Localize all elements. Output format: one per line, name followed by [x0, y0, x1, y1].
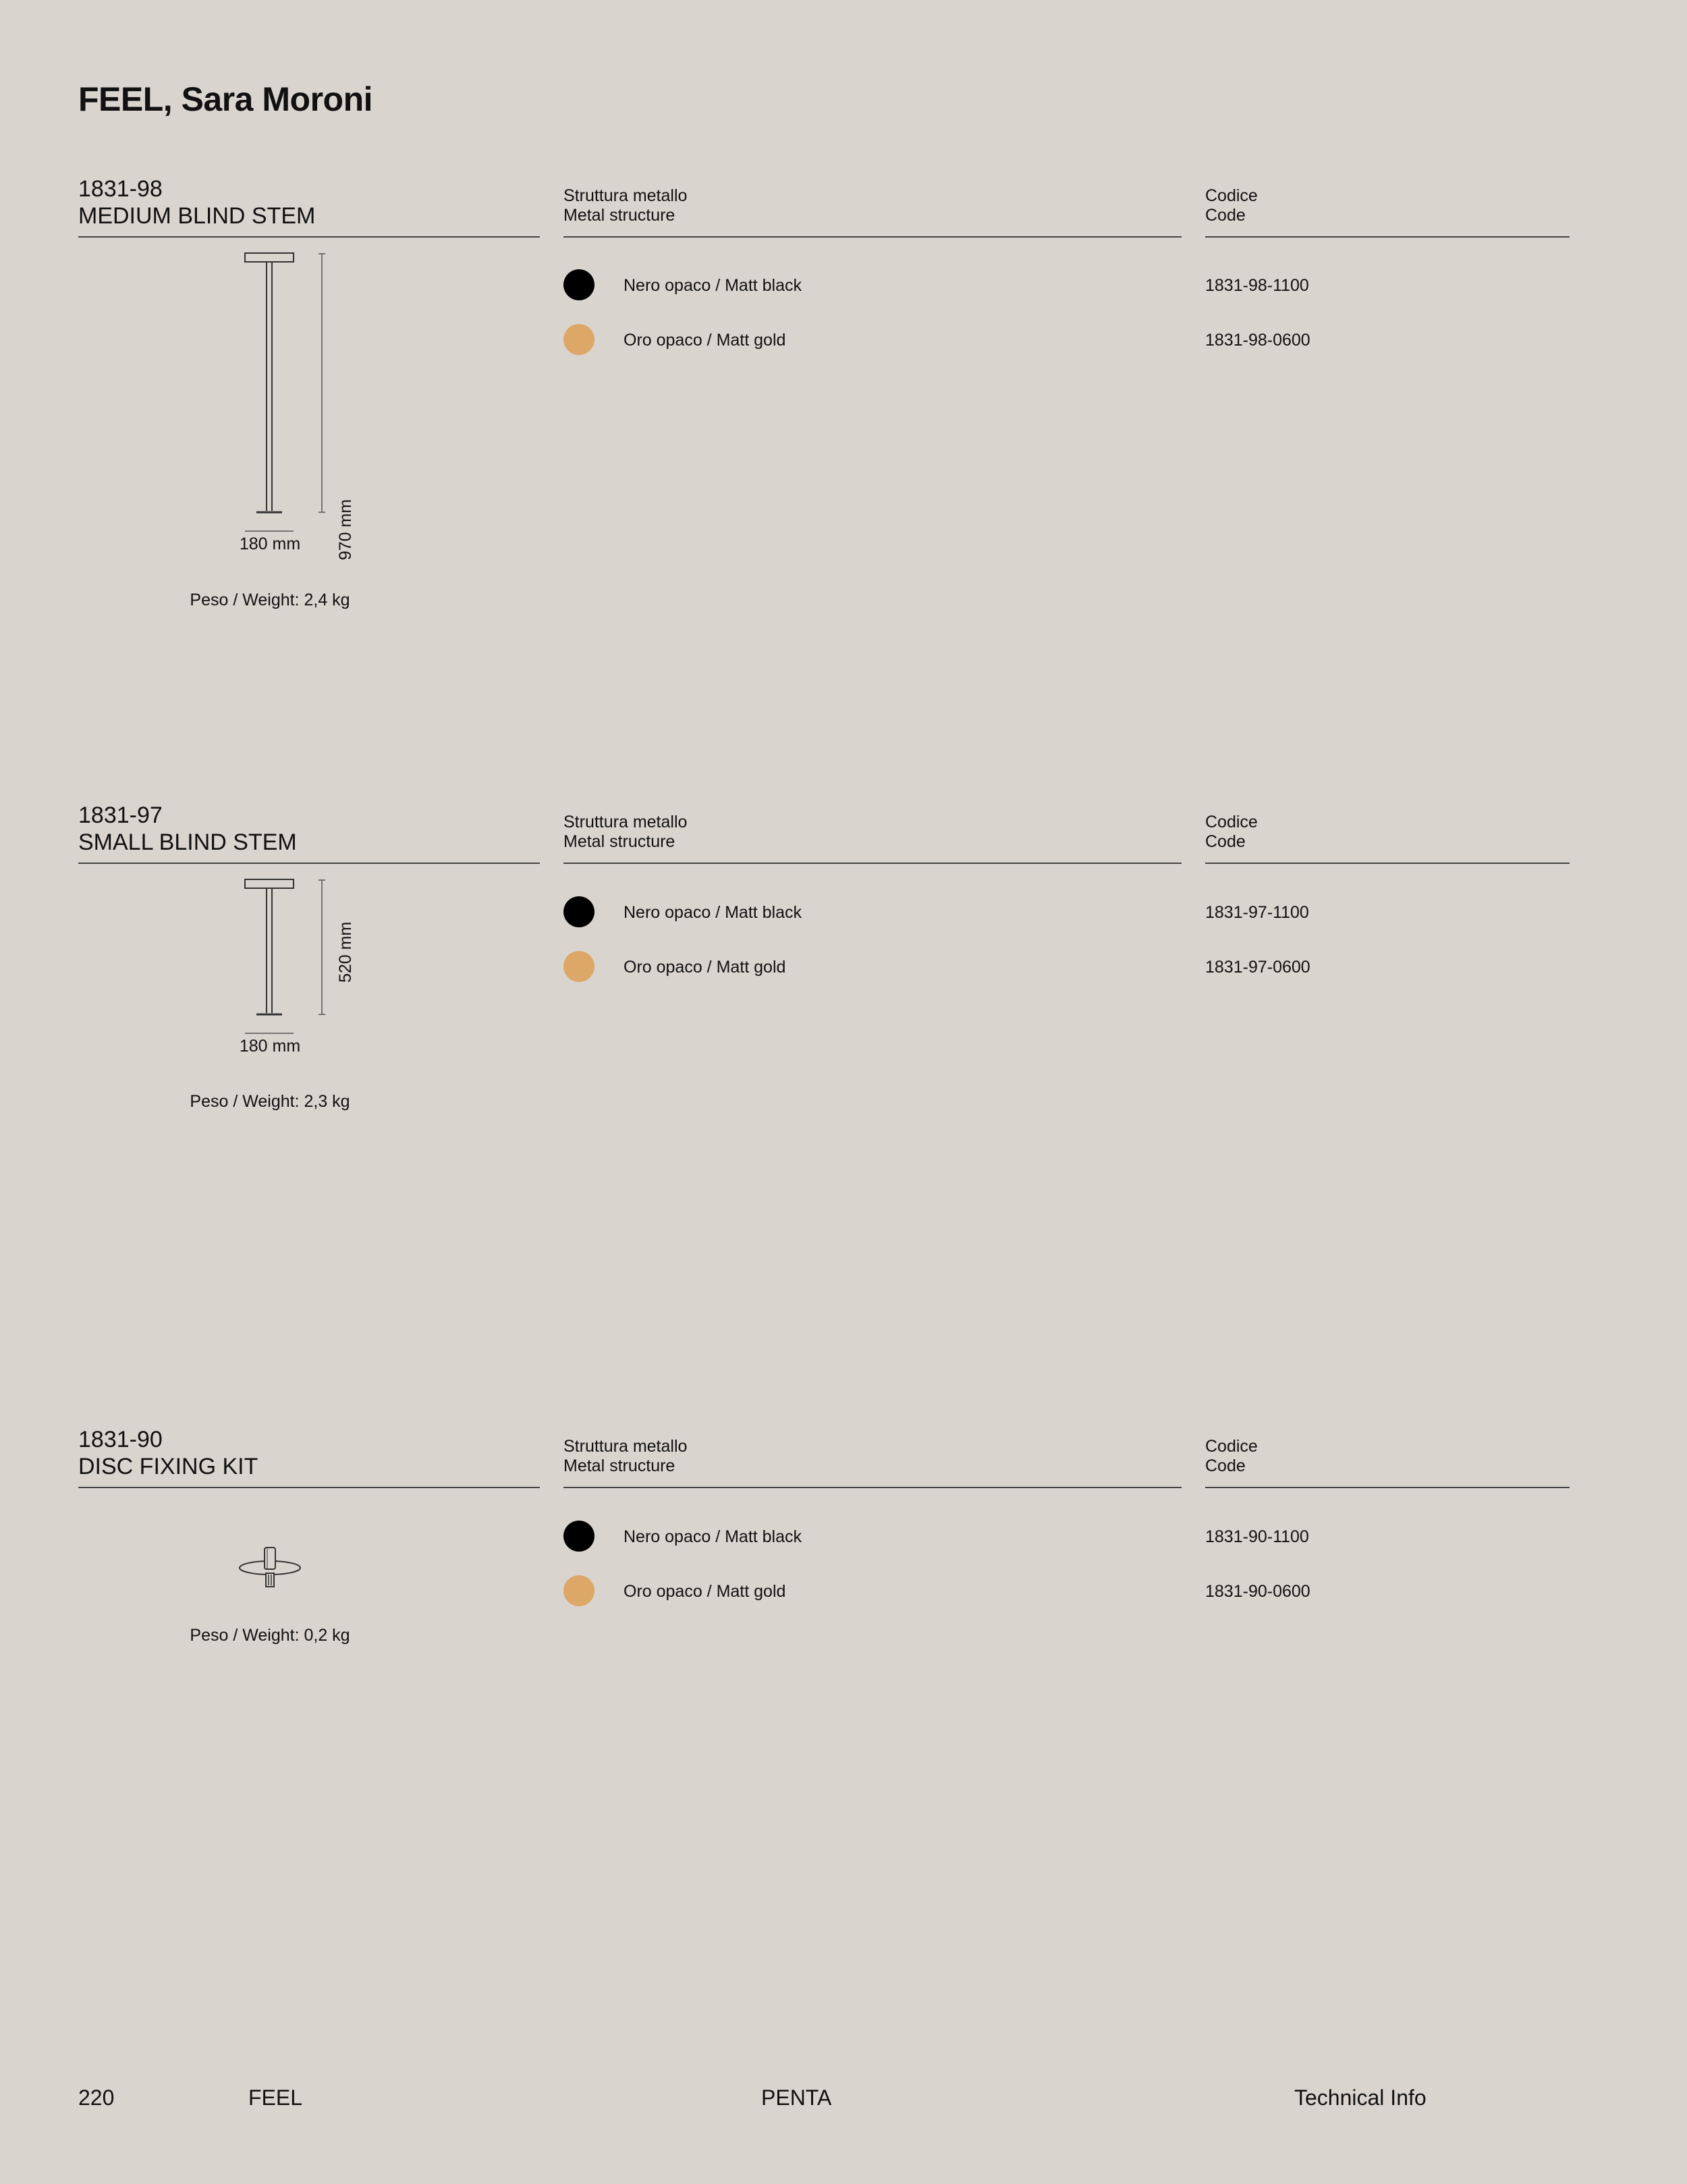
code-header-en: Code [1205, 832, 1246, 851]
black-swatch [563, 896, 594, 927]
code-header-it: Codice [1205, 1437, 1258, 1456]
footer-section: Technical Info [1294, 2085, 1427, 2110]
finish-row [0, 265, 1687, 305]
stem-top-plate [245, 879, 294, 888]
width-label: 180 mm [239, 535, 301, 553]
finish-code: 1831-98-1100 [1205, 276, 1309, 295]
divider [1205, 236, 1570, 238]
height-label: 970 mm [336, 499, 355, 560]
structure-header-en: Metal structure [563, 1456, 675, 1475]
divider [78, 236, 540, 238]
finish-label: Oro opaco / Matt gold [624, 958, 786, 977]
structure-header-en: Metal structure [563, 206, 675, 225]
finish-code: 1831-97-1100 [1205, 903, 1309, 922]
divider [1205, 1487, 1570, 1488]
code-header-en: Code [1205, 206, 1246, 225]
finish-row [0, 892, 1687, 932]
product-name: SMALL BLIND STEM [78, 829, 297, 855]
finish-row [0, 946, 1687, 987]
structure-header-it: Struttura metallo [563, 186, 688, 205]
product-code: 1831-98 [78, 176, 163, 202]
product-section [0, 802, 1687, 1409]
divider [563, 863, 1182, 864]
width-label: 180 mm [239, 1037, 301, 1056]
product-name: DISC FIXING KIT [78, 1454, 258, 1479]
finish-label: Nero opaco / Matt black [624, 903, 802, 922]
structure-header-en: Metal structure [563, 832, 675, 851]
black-swatch [563, 269, 594, 300]
finish-row [0, 1516, 1687, 1556]
divider [78, 863, 540, 864]
finish-label: Nero opaco / Matt black [624, 1527, 802, 1546]
finish-row [0, 1571, 1687, 1611]
code-header-it: Codice [1205, 186, 1258, 205]
finish-label: Oro opaco / Matt gold [624, 1582, 786, 1601]
finish-label: Nero opaco / Matt black [624, 276, 802, 295]
gold-swatch [563, 1575, 594, 1606]
page-number: 220 [78, 2085, 115, 2110]
finish-code: 1831-98-0600 [1205, 331, 1310, 350]
code-header-en: Code [1205, 1456, 1246, 1475]
height-label: 520 mm [336, 921, 355, 983]
finish-code: 1831-90-1100 [1205, 1527, 1309, 1546]
structure-header-it: Struttura metallo [563, 1437, 688, 1456]
finish-row [0, 319, 1687, 360]
product-section [0, 175, 1687, 783]
finish-code: 1831-90-0600 [1205, 1582, 1310, 1601]
product-code: 1831-97 [78, 802, 163, 828]
gold-swatch [563, 324, 594, 355]
finish-label: Oro opaco / Matt gold [624, 331, 786, 350]
gold-swatch [563, 951, 594, 982]
finish-code: 1831-97-0600 [1205, 958, 1310, 977]
divider [563, 236, 1182, 238]
product-name: MEDIUM BLIND STEM [78, 203, 316, 229]
footer-collection: FEEL [248, 2085, 303, 2110]
product-weight: Peso / Weight: 2,3 kg [190, 1092, 350, 1111]
divider [563, 1487, 1182, 1488]
product-code: 1831-90 [78, 1427, 163, 1452]
black-swatch [563, 1521, 594, 1552]
structure-header-it: Struttura metallo [563, 813, 688, 831]
product-weight: Peso / Weight: 0,2 kg [190, 1626, 350, 1645]
product-section [0, 1426, 1687, 2033]
page-title: FEEL, Sara Moroni [78, 80, 373, 118]
footer-brand: PENTA [761, 2085, 832, 2110]
divider [1205, 863, 1570, 864]
code-header-it: Codice [1205, 813, 1258, 831]
product-weight: Peso / Weight: 2,4 kg [190, 591, 350, 609]
divider [78, 1487, 540, 1488]
